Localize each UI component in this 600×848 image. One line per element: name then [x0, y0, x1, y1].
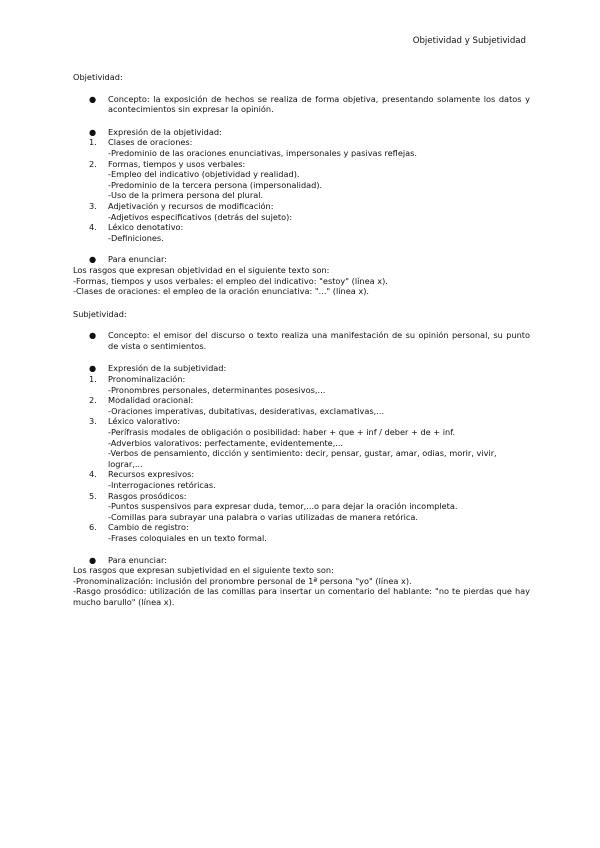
subj-item-6: 6. Cambio de registro:	[89, 522, 189, 533]
section-title-objetividad: Objetividad:	[73, 72, 123, 82]
subj-item-1-detail: -Pronombres personales, determinantes posesivos,...	[108, 384, 326, 395]
obj-item-1-detail: -Predominio de las oraciones enunciativas, impersonales y pasivas reflejas.	[108, 147, 418, 158]
obj-enunciar-line: -Clases de oraciones: el empleo de la oración enunciativa: "..." (línea x).	[73, 286, 370, 297]
subj-enunciar-line: -Rasgo prosódico: utilización de las comillas para insertar un comentario del hablante: "no te pierdas que hay mucho barullo" (línea x).	[73, 586, 530, 607]
subj-item-3-detail: -Perífrasis modales de obligación o posibilidad: haber + que + inf / deber + de + inf.	[108, 427, 456, 438]
obj-enunciar-line: -Formas, tiempos y usos verbales: el empleo del indicativo: "estoy" (línea x).	[73, 275, 388, 286]
subj-enunciar-line: Los rasgos que expresan subjetividad en el siguiente texto son:	[73, 565, 334, 576]
subj-concept: ● Concepto: el emisor del discurso o texto realiza una manifestación de su opinión personal, su punto de vista o sentimientos.	[89, 330, 530, 351]
subj-item-3: 3. Léxico valorativo:	[89, 416, 181, 427]
subj-expresion: ● Expresión de la subjetividad:	[89, 363, 227, 374]
subj-item-5-detail: -Puntos suspensivos para expresar duda, temor,...o para dejar la oración incompleta.	[108, 501, 458, 512]
subj-item-3-detail: -Adverbios valorativos: perfectamente, evidentemente,...	[108, 437, 344, 448]
subj-item-3-detail: -Verbos de pensamiento, dicción y sentimiento: decir, pensar, gustar, amar, odias, morir, vivir, lograr,...	[108, 448, 497, 469]
section-title-subjetividad: Subjetividad:	[73, 308, 127, 319]
subj-item-4: 4. Recursos expresivos:	[89, 469, 195, 480]
obj-item-3: 3. Adjetivación y recursos de modificación:	[89, 200, 274, 211]
obj-item-2-detail: -Uso de la primera persona del plural.	[108, 190, 264, 201]
subj-item-4-detail: -Interrogaciones retóricas.	[108, 480, 216, 490]
subj-item-6-detail: -Frases coloquiales en un texto formal.	[108, 532, 267, 543]
document-body	[73, 72, 530, 608]
obj-item-4-detail: -Definiciones.	[108, 232, 164, 243]
obj-item-2-detail: -Empleo del indicativo (objetividad y realidad).	[108, 169, 300, 180]
obj-item-2-detail: -Predominio de la tercera persona (impersonalidad).	[108, 179, 323, 190]
subj-enunciar-line: -Pronominalización: inclusión del pronombre personal de 1ª persona "yo" (línea x).	[73, 575, 412, 586]
subj-para-enunciar: ● Para enunciar:	[89, 554, 167, 565]
subj-item-2-detail: -Oraciones imperativas, dubitativas, desiderativas, exclamativas,...	[108, 405, 385, 416]
obj-para-enunciar: ● Para enunciar:	[89, 254, 167, 265]
obj-expresion: ● Expresión de la objetividad:	[89, 126, 222, 137]
subj-item-2: 2. Modalidad oracional:	[89, 395, 194, 406]
obj-item-4: 4. Léxico denotativo:	[89, 222, 184, 233]
subj-item-1: 1. Pronominalización:	[89, 374, 186, 385]
subj-item-5-detail: -Comillas para subrayar una palabra o varias utilizadas de manera retórica.	[108, 511, 418, 522]
subj-item-5: 5. Rasgos prosódicos:	[89, 490, 187, 501]
page-header: Objetividad y Subjetividad	[412, 36, 526, 46]
obj-item-3-detail: -Adjetivos especificativos (detrás del sujeto):	[108, 211, 293, 222]
obj-enunciar-line: Los rasgos que expresan objetividad en el siguiente texto son:	[73, 264, 330, 275]
obj-item-1: 1. Clases de oraciones:	[89, 137, 193, 148]
obj-concept: ● Concepto: la exposición de hechos se realiza de forma objetiva, presentando solamente los datos y acontecimientos sin expresar la opinión.	[89, 93, 530, 115]
obj-item-2: 2. Formas, tiempos y usos verbales:	[89, 158, 246, 169]
